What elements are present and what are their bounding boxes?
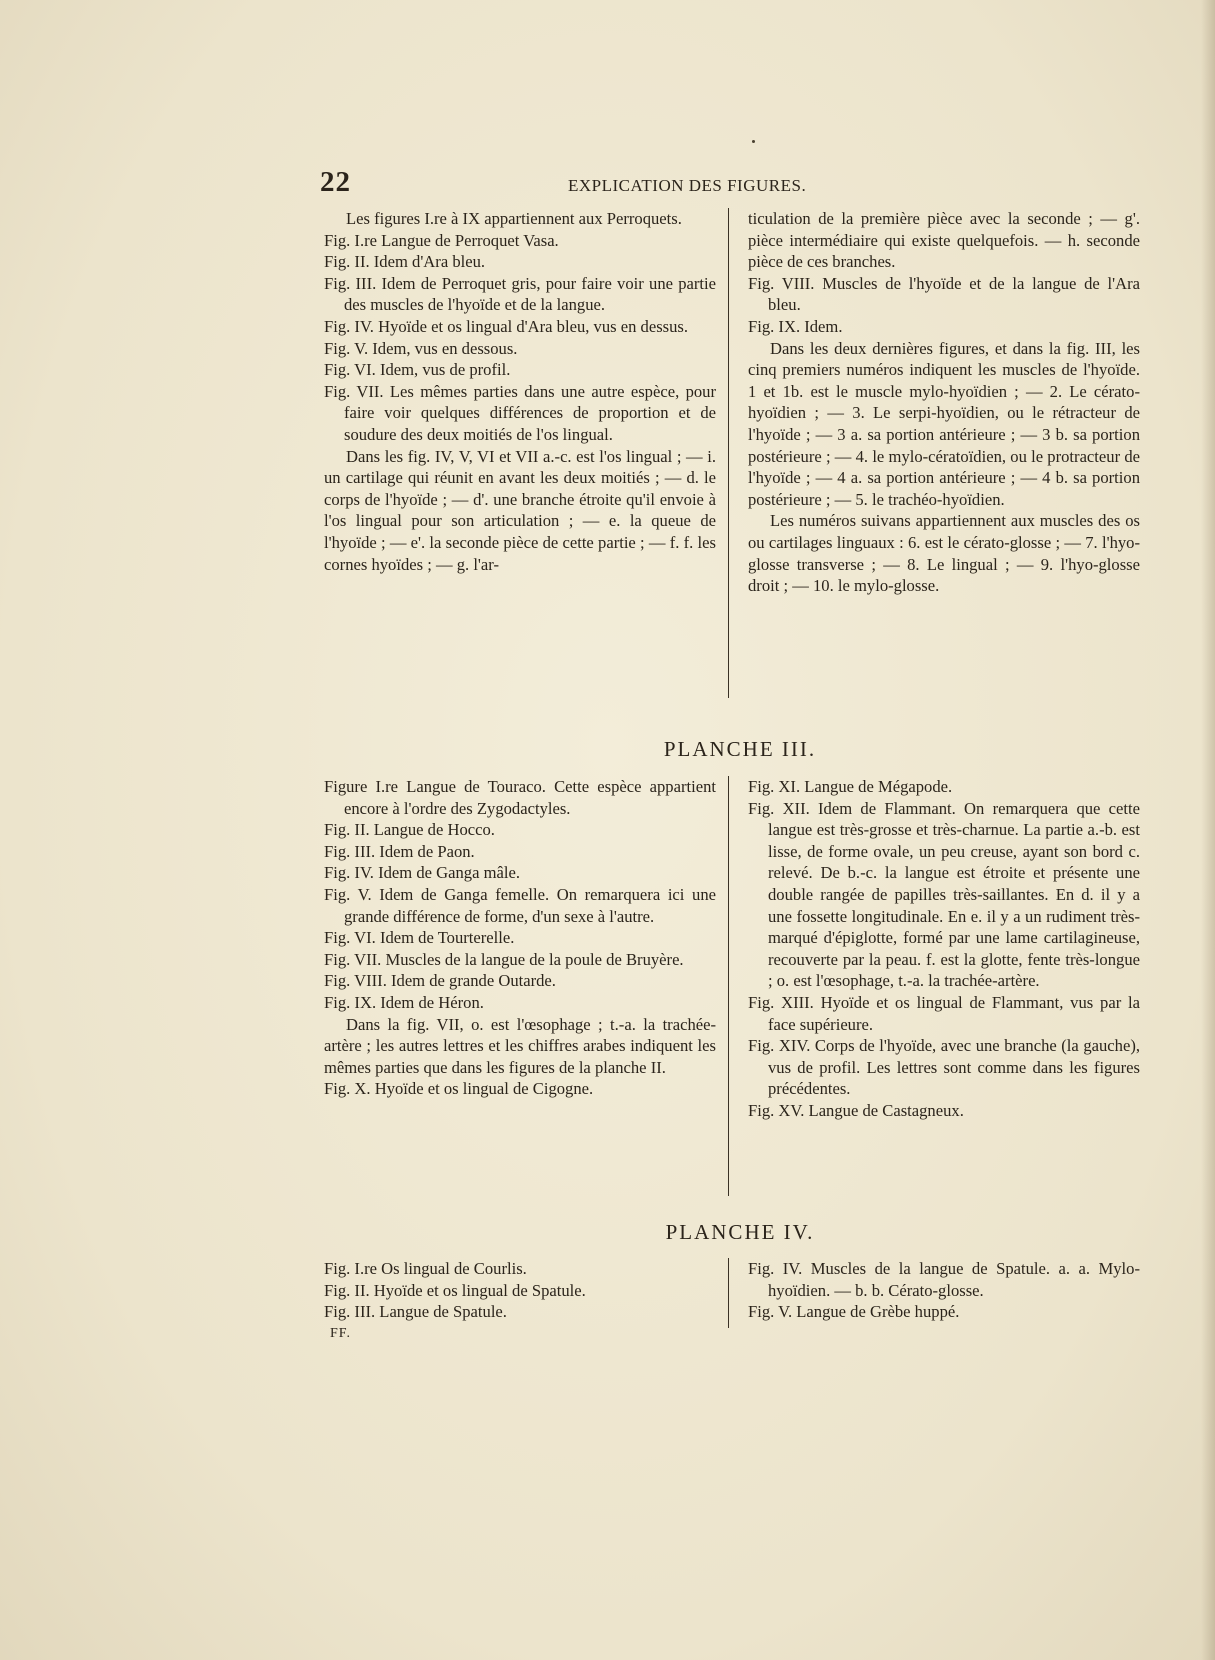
figure-entry: Fig. XV. Langue de Castagneux. xyxy=(748,1100,964,1120)
figure-entry: Fig. III. Langue de Spatule. xyxy=(324,1302,507,1322)
plate-4-left-column xyxy=(324,1258,716,1323)
page-number: 22 xyxy=(320,166,351,198)
figure-entry: Fig. VIII. Idem de grande Outarde. xyxy=(324,971,556,991)
section-plate-3 xyxy=(324,776,1164,1196)
paragraph: Les numéros suivans appartiennent aux muscles des os ou cartilages linguaux : 6. est le cérato-glosse ; — 7. l'hyo-glosse transverse ; — 8. Le lingual ; — 9. l'hyo-glosse droit ; — 10. le mylo-glosse. xyxy=(748,511,1140,596)
figure-entry: Fig. VIII. Muscles de l'hyoïde et de la langue de l'Ara bleu. xyxy=(748,273,1140,315)
plate-4-heading: PLANCHE IV. xyxy=(665,1220,815,1244)
figure-entry: Fig. I.re Os lingual de Courlis. xyxy=(324,1259,527,1278)
plate-4-right-column xyxy=(748,1258,1140,1323)
figure-entry: Fig. V. Idem, vus en dessous. xyxy=(324,338,518,358)
figure-entry: Fig. X. Hyoïde et os lingual de Cigogne. xyxy=(324,1079,594,1099)
figure-entry: Fig. VII. Les mêmes parties dans une autre espèce, pour faire voir quelques différences de proportion et de soudure des deux moitiés de l'os lingual. xyxy=(324,381,716,444)
figure-entry: Fig. IV. Muscles de la langue de Spatule. a. a. Mylo-hyoïdien. — b. b. Cérato-glosse. xyxy=(748,1259,1140,1300)
plate-2-left-column xyxy=(324,208,716,575)
paragraph: Dans les fig. IV, V, VI et VII a.-c. est l'os lingual ; — i. un cartilage qui réunit en avant les deux moitiés ; — d. le corps de l'hyoïde ; — d'. une branche étroite qu'il envoie à l'os lingual pour son articulation ; — e. la queue de l'hyoïde ; — e'. la seconde pièce de cette partie ; — f. f. les cornes hyoïdes ; — g. l'ar- xyxy=(324,446,716,574)
figure-entry: Fig. I.re Langue de Perroquet Vasa. xyxy=(324,230,559,250)
figure-entry: Fig. II. Idem d'Ara bleu. xyxy=(324,252,486,272)
figure-entry: Fig. V. Idem de Ganga femelle. On remarquera ici une grande différence de forme, d'un sexe à l'autre. xyxy=(324,884,716,926)
page-header xyxy=(320,166,920,202)
paragraph: ticulation de la première pièce avec la seconde ; — g'. pièce intermédiaire qui existe quelquefois. — h. seconde pièce de ces branches. xyxy=(748,209,1140,272)
figure-entry: Fig. XIII. Hyoïde et os lingual de Flammant, vus par la face supérieure. xyxy=(748,992,1140,1034)
figure-entry: Fig. V. Langue de Grèbe huppé. xyxy=(748,1302,960,1322)
plate-3-heading: PLANCHE III. xyxy=(663,737,817,761)
plate-3-left-column xyxy=(324,776,716,1100)
figure-entry: Fig. VI. Idem, vus de profil. xyxy=(324,360,511,380)
signature-mark: FF. xyxy=(330,1326,351,1341)
section-plate-2 xyxy=(324,208,1164,698)
column-divider xyxy=(728,1258,729,1328)
figure-entry: Fig. II. Langue de Hocco. xyxy=(324,820,495,840)
figure-entry: Fig. VII. Muscles de la langue de la poule de Bruyère. xyxy=(324,949,684,969)
figure-entry: Fig. XIV. Corps de l'hyoïde, avec une branche (la gauche), vus de profil. Les lettres sont comme dans les figures précédentes. xyxy=(748,1036,1140,1099)
figure-entry: Fig. IX. Idem de Héron. xyxy=(324,992,484,1012)
paragraph: Dans les deux dernières figures, et dans la fig. III, les cinq premiers numéros indiquent les muscles de l'hyoïde. 1 et 1b. est le muscle mylo-hyoïdien ; — 2. Le cérato-hyoïdien ; — 3. Le serpi-hyoïdien, ou le rétracteur de l'hyoïde ; — 3 a. sa portion antérieure ; — 3 b. sa portion postérieure ; — 4. le mylo-cératoïdien, ou le protracteur de l'hyoïde ; — 4 a. sa portion antérieure ; — 4 b. sa portion postérieure ; — 5. le trachéo-hyoïdien. xyxy=(748,338,1140,509)
figure-entry: Fig. IV. Hyoïde et os lingual d'Ara bleu, vus en dessus. xyxy=(324,316,689,336)
figure-entry: Fig. III. Idem de Paon. xyxy=(324,841,475,861)
plate-3-right-column xyxy=(748,776,1140,1122)
figure-entry: Fig. IX. Idem. xyxy=(748,316,843,336)
figure-entry: Fig. XII. Idem de Flammant. On remarquera que cette langue est très-grosse et très-charnue. La partie a.-b. est lisse, de forme ovale, un peu creuse, ayant son bord c. relevé. De b.-c. la langue est étroite et présente une double rangée de papilles très-saillantes. En d. il y a une fossette longitudinale. En e. il y a un rudiment très-marqué d'épiglotte, formé par une lame cartilagineuse, recouverte par la peau. f. est la glotte, fente très-longue ; o. est l'œsophage, t.-a. la trachée-artère. xyxy=(748,798,1140,991)
column-divider xyxy=(728,208,729,698)
column-divider xyxy=(728,776,729,1196)
paragraph: Dans la fig. VII, o. est l'œsophage ; t.-a. la trachée-artère ; les autres lettres et les chiffres arabes indiquent les mêmes parties que dans les figures de la planche II. xyxy=(324,1014,716,1077)
figure-entry: Fig. VI. Idem de Tourterelle. xyxy=(324,928,515,948)
running-title: EXPLICATION DES FIGURES. xyxy=(568,176,807,195)
figure-entry: Fig. IV. Idem de Ganga mâle. xyxy=(324,863,521,883)
figure-entry: Fig. II. Hyoïde et os lingual de Spatule. xyxy=(324,1280,586,1300)
figure-entry: Figure I.re Langue de Touraco. Cette espèce appartient encore à l'ordre des Zygodactyles. xyxy=(324,777,716,818)
paragraph: Les figures I.re à IX appartiennent aux Perroquets. xyxy=(346,209,682,228)
figure-entry: Fig. III. Idem de Perroquet gris, pour faire voir une partie des muscles de l'hyoïde et de la langue. xyxy=(324,273,716,315)
page-spine-shadow xyxy=(1201,0,1215,1660)
ink-speck xyxy=(752,140,755,143)
section-plate-4 xyxy=(324,1258,1164,1348)
plate-2-right-column xyxy=(748,208,1140,597)
figure-entry: Fig. XI. Langue de Mégapode. xyxy=(748,777,953,796)
